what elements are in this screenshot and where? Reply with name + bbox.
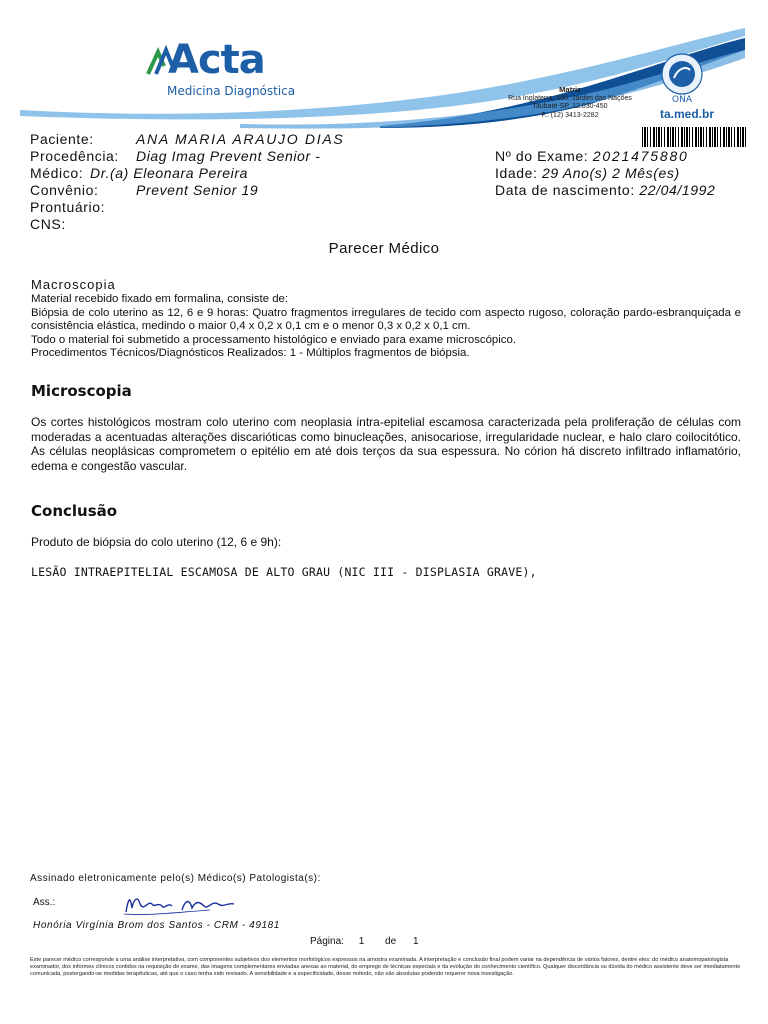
macro-line: Procedimentos Técnicos/Diagnósticos Realizados: 1 - Múltiplos fragmentos de biópsia.	[31, 347, 470, 359]
handwritten-signature	[120, 890, 240, 920]
exame-label: Nº do Exame:	[495, 148, 589, 164]
ona-accreditation-seal-icon	[652, 52, 712, 104]
address-line: Taubaté-SP, 12.030-450	[532, 103, 608, 110]
macro-line: Biópsia de colo uterino as 12, 6 e 9 horas: Quatro fragmentos irregulares de tecido com aspecto rugoso, coloração pardo-esbranquiçada e consistência elástica, medindo o maior 0,4 x 0,2 x 0,1 cm e o menor 0,3 x 0,2 x 0,1 cm.	[31, 306, 741, 332]
prontuario-label: Prontuário:	[30, 199, 106, 215]
medico-label: Médico:	[30, 165, 84, 181]
exam-number: 2021475880	[592, 148, 689, 164]
ass-label: Ass.:	[33, 897, 56, 908]
patient-name: ANA MARIA ARAUJO DIAS	[136, 131, 345, 147]
convenio-value: Prevent Senior 19	[136, 182, 259, 198]
conclusao-diagnosis: LESÃO INTRAEPITELIAL ESCAMOSA DE ALTO GRAU (NIC III - DISPLASIA GRAVE),	[31, 565, 537, 579]
macro-line: Material recebido fixado em formalina, consiste de:	[31, 293, 289, 305]
nascimento-label: Data de nascimento:	[495, 182, 635, 198]
prontuario-row	[30, 199, 105, 216]
cns-label: CNS:	[30, 216, 66, 232]
signed-electronically-text: Assinado eletronicamente pelo(s) Médico(s) Patologista(s):	[30, 873, 321, 884]
matriz-title: Matriz	[559, 85, 581, 94]
nascimento-row	[495, 182, 715, 199]
idade-value: 29 Ano(s) 2 Mês(es)	[542, 165, 680, 181]
page-of: de	[385, 936, 397, 947]
procedencia-value: Diag Imag Prevent Senior -	[136, 148, 321, 164]
page-indicator	[310, 936, 419, 947]
conclusao-line-1: Produto de biópsia do colo uterino (12, 6 e 9h):	[31, 535, 282, 549]
logo-subtitle: Medicina Diagnóstica	[167, 84, 296, 98]
cns-row	[30, 216, 66, 233]
medico-value: Dr.(a) Eleonara Pereira	[90, 165, 249, 181]
medico-row	[30, 165, 249, 182]
report-title: Parecer Médico	[328, 240, 440, 257]
convenio-label: Convênio:	[30, 182, 99, 198]
microscopia-text: Os cortes histológicos mostram colo uterino com neoplasia intra-epitelial escamosa caracterizada pela proliferação de células com moderadas a acentuadas alterações discarióticas como binucleações, anisocariose, irregularidade nuclear, e halo claro coilocitótico. As células neoplásicas comprometem o epitélio em até dois terços da sua espessura. No córion há discreto infiltrado inflamatório, edema e congestão vascular.	[31, 415, 741, 473]
barcode	[642, 127, 746, 147]
ona-brand-text: ONA	[672, 95, 692, 104]
disclaimer-text: Este parecer médico corresponde a uma análise interpretativa, com componentes subjetivos dos elementos morfológicos expressos na amostra examinada. A interpretação e conclusão final podem variar na dependência de vários fatores, dentre eles: do médico anatomopatologista examinador, dos informes clínicos contidos na requisição do exame, das imagens complementares enviadas anexas ao material, do emprego de técnicas especiais e da evolução do conhecimento científico. Qualquer discordância ou dúvida do médico assistente deve ser imediatamente comunicada, postergando-se medidas terapêuticas, até que o caso tenha sido revisado. A sensibilidade e a especificidade, desse método, não são absolutas podendo requerer nova investigação.	[30, 957, 741, 977]
website-text: ta.med.br	[660, 107, 715, 121]
idade-row	[495, 165, 680, 182]
signer-name: Honória Virgínia Brom dos Santos - CRM - 49181	[33, 920, 280, 931]
company-address	[480, 86, 660, 120]
phone-line: F.: (12) 3413-2282	[541, 111, 599, 119]
page-total: 1	[412, 936, 419, 947]
patient-name-row	[30, 131, 345, 148]
nascimento-value: 22/04/1992	[639, 182, 716, 198]
macroscopia-text	[31, 293, 741, 361]
convenio-row	[30, 182, 259, 199]
conclusao-heading: Conclusão	[31, 502, 118, 520]
macro-line: Todo o material foi submetido a processamento histológico e enviado para exame microscópico.	[31, 333, 516, 346]
page-current: 1	[358, 936, 365, 947]
macroscopia-heading: Macroscopia	[31, 277, 116, 292]
paciente-label: Paciente:	[30, 131, 94, 147]
logo-wordmark: Acta	[168, 37, 265, 83]
procedencia-label: Procedência:	[30, 148, 119, 164]
procedencia-row	[30, 148, 321, 165]
microscopia-heading: Microscopia	[31, 382, 132, 400]
address-line: Rua Inglaterra, 150, Jardim das Nações	[508, 94, 632, 102]
exam-number-row	[495, 148, 689, 165]
idade-label: Idade:	[495, 165, 538, 181]
page-label: Página:	[310, 936, 344, 947]
